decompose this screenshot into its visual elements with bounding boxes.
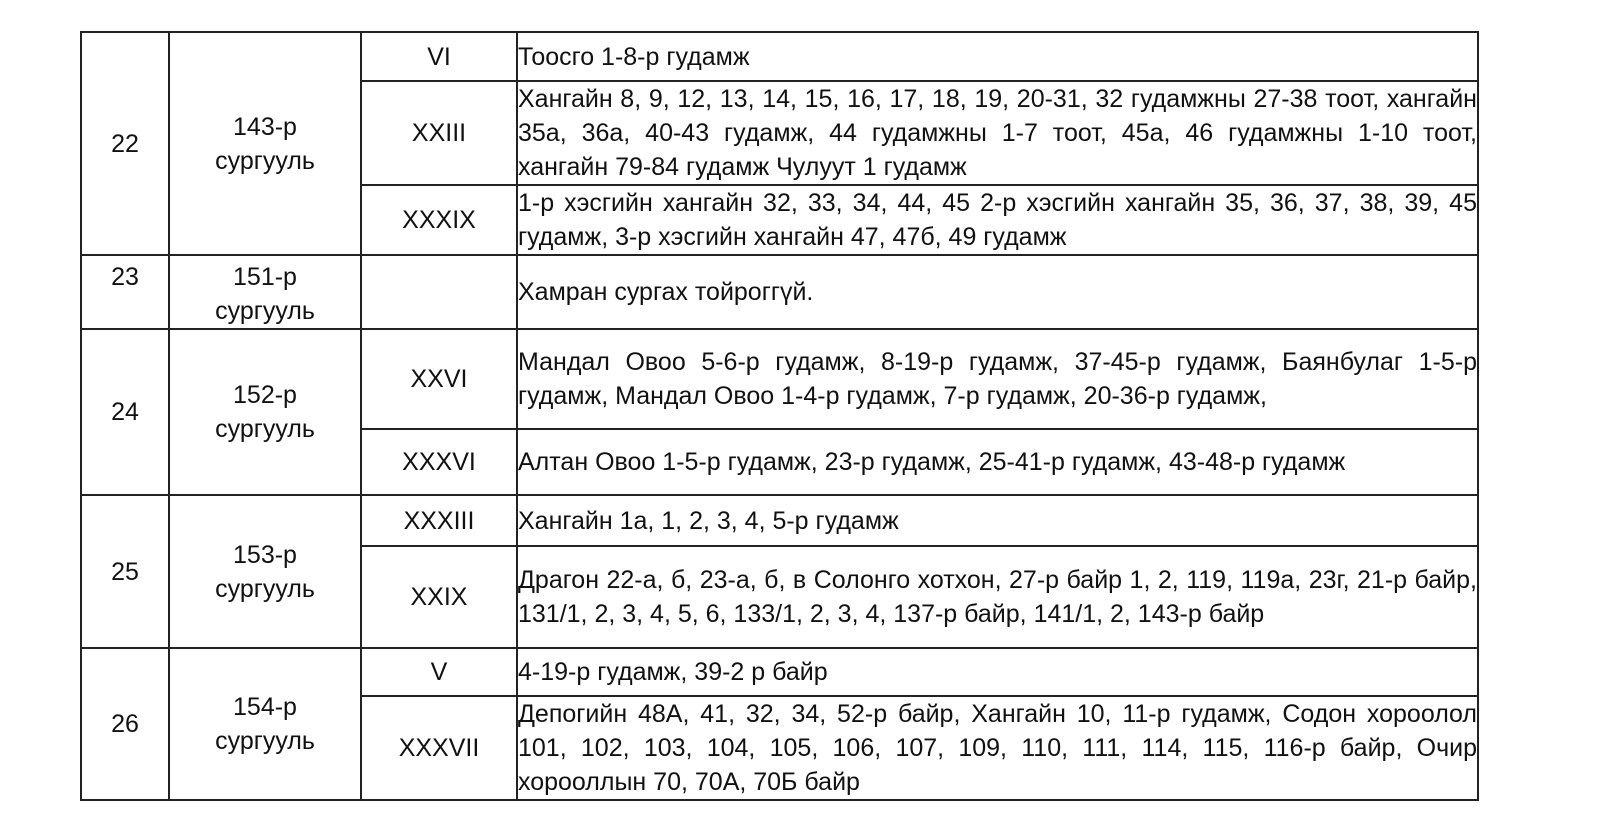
district-description: Алтан Овоо 1-5-р гудамж, 23-р гудамж, 25-41-р гудамж, 43-48-р гудамж — [517, 429, 1478, 495]
school-name-line2: сургууль — [215, 297, 315, 325]
row-number: 22 — [81, 32, 169, 255]
table-row — [81, 648, 1478, 696]
district-code: XXXIX — [361, 185, 517, 255]
district-code: VI — [361, 32, 517, 81]
school-name-line2: сургууль — [215, 415, 315, 443]
school-name — [169, 255, 361, 329]
district-description: Депогийн 48А, 41, 32, 34, 52-р байр, Хангайн 10, 11-р гудамж, Содон хороолол 101, 102, 103, 104, 105, 106, 107, 109, 110, 111, 114, 115, 116-р байр, Очир хорооллын 70, 70А, 70Б байр — [517, 696, 1478, 800]
district-code: XXXVII — [361, 696, 517, 800]
table-row — [81, 32, 1478, 81]
school-name — [169, 495, 361, 648]
school-name-line2: сургууль — [215, 574, 315, 603]
school-name — [169, 32, 361, 255]
row-number: 26 — [81, 648, 169, 800]
table-row — [81, 255, 1478, 329]
district-code: XXXVI — [361, 429, 517, 495]
row-number: 24 — [81, 329, 169, 495]
row-number: 23 — [81, 255, 169, 329]
district-description: 1-р хэсгийн хангайн 32, 33, 34, 44, 45 2-р хэсгийн хангайн 35, 36, 37, 38, 39, 45 гудамж, 3-р хэсгийн хангайн 47, 47б, 49 гудамж — [517, 185, 1478, 255]
district-code: XXXIII — [361, 495, 517, 546]
district-description: Мандал Овоо 5-6-р гудамж, 8-19-р гудамж, 37-45-р гудамж, Баянбулаг 1-5-р гудамж, Мандал Овоо 1-4-р гудамж, 7-р гудамж, 20-36-р гудамж, — [517, 329, 1478, 429]
district-description: Хангайн 1а, 1, 2, 3, 4, 5-р гудамж — [517, 495, 1478, 546]
school-name — [169, 329, 361, 495]
table-row — [81, 329, 1478, 429]
district-description: Хамран сургах тойроггүй. — [517, 255, 1478, 329]
district-code: XXIII — [361, 81, 517, 185]
row-number: 25 — [81, 495, 169, 648]
school-name-line2: сургууль — [215, 146, 315, 175]
school-name-line1: 153-р — [233, 540, 297, 569]
district-code: V — [361, 648, 517, 696]
school-name-line1: 143-р — [233, 112, 297, 141]
district-description: Драгон 22-а, б, 23-а, б, в Солонго хотхон, 27-р байр 1, 2, 119, 119а, 23г, 21-р байр, 131/1, 2, 3, 4, 5, 6, 133/1, 2, 3, 4, 137-р байр, 141/1, 2, 143-р байр — [517, 546, 1478, 648]
school-district-table — [80, 31, 1479, 801]
district-description: Хангайн 8, 9, 12, 13, 14, 15, 16, 17, 18, 19, 20-31, 32 гудамжны 27-38 тоот, хангайн 35а, 36а, 40-43 гудамж, 44 гудамжны 1-7 тоот, 45а, 46 гудамжны 1-10 тоот, хангайн 79-84 гудамж Чулуут 1 гудамж — [517, 81, 1478, 185]
district-code — [361, 255, 517, 329]
school-name-line1: 151-р — [233, 263, 297, 291]
school-name-line1: 154-р — [233, 693, 297, 721]
table-row — [81, 495, 1478, 546]
district-code: XXIX — [361, 546, 517, 648]
school-name-line2: сургууль — [215, 727, 315, 755]
district-code: XXVI — [361, 329, 517, 429]
district-description: Тоосго 1-8-р гудамж — [517, 32, 1478, 81]
school-name-line1: 152-р — [233, 381, 297, 409]
district-description: 4-19-р гудамж, 39-2 р байр — [517, 648, 1478, 696]
school-name — [169, 648, 361, 800]
